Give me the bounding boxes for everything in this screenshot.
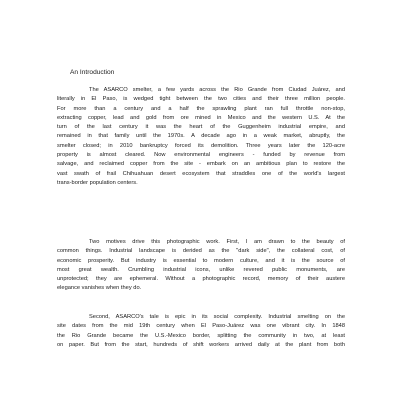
text-line: the Rio Grande became the U.S.-Mexico border, splitting the community in two, at least xyxy=(57,332,345,339)
text-line: For more than a century and a half the sprawling plant ran full throttle non-stop, xyxy=(57,105,345,112)
text-line: remained in that family until the 1970s. A decade ago in a weak market, abruptly, the xyxy=(57,133,345,140)
text-line: unprotected; they are ephemeral. Without a photographic record, memory of their austere xyxy=(57,276,345,283)
text-line: economic prosperity. But industry is essential to modern culture, and it is the source of xyxy=(57,257,345,264)
text-line: on paper. But from the start, hundreds of shift workers arrived daily at the plant from both xyxy=(57,341,345,348)
text-line: extracting copper, lead and gold from ore mined in Mexico and the western U.S. At the xyxy=(57,114,345,121)
text-line: Second, ASARCO's tale is epic in its social complexity. Industrial smelting on the xyxy=(89,314,345,320)
text-line: The ASARCO smelter, a few yards across the Rio Grande from Ciudad Juárez, and xyxy=(89,87,345,93)
section-heading: An Introduction xyxy=(70,69,115,76)
text-line: turn of the last century it was the heart of the Guggenheim industrial empire, and xyxy=(57,124,345,131)
text-line: Two motives drive this photographic work. First, I am drawn to the beauty of xyxy=(89,239,345,245)
text-line: common things. Industrial landscape is derided as the "dark side", the collateral cost, of xyxy=(57,248,345,255)
text-line: most great wealth. Crumbling industrial icons, unlike revered public monuments, are xyxy=(57,266,345,273)
text-line: site dates from the mid 19th century when El Paso-Juárez was one vibrant city. In 1848 xyxy=(57,323,345,330)
paragraph-social-complexity xyxy=(57,313,345,350)
text-line: salvage, and reclaimed copper from the site - embark on an ambitious plan to restore the xyxy=(57,161,345,168)
paragraph-asarco-history xyxy=(57,86,345,188)
text-line: smelter closed; in 2010 bankruptcy forced its demolition. Three years later the 120-acre xyxy=(57,142,345,149)
text-line: vast swath of frail Chihuahuan desert ecosystem that straddles one of the world's largest xyxy=(57,170,345,177)
text-line: trans-border population centers. xyxy=(57,179,138,186)
text-line: elegance vanishes when they do. xyxy=(57,285,142,292)
text-line: property is almost cleared. Now environmental engineers - funded by revenue from xyxy=(57,152,345,159)
paragraph-photographic-motives xyxy=(57,238,345,294)
text-line: literally in El Paso, is wedged tight between the two cities and their three million people. xyxy=(57,96,345,103)
